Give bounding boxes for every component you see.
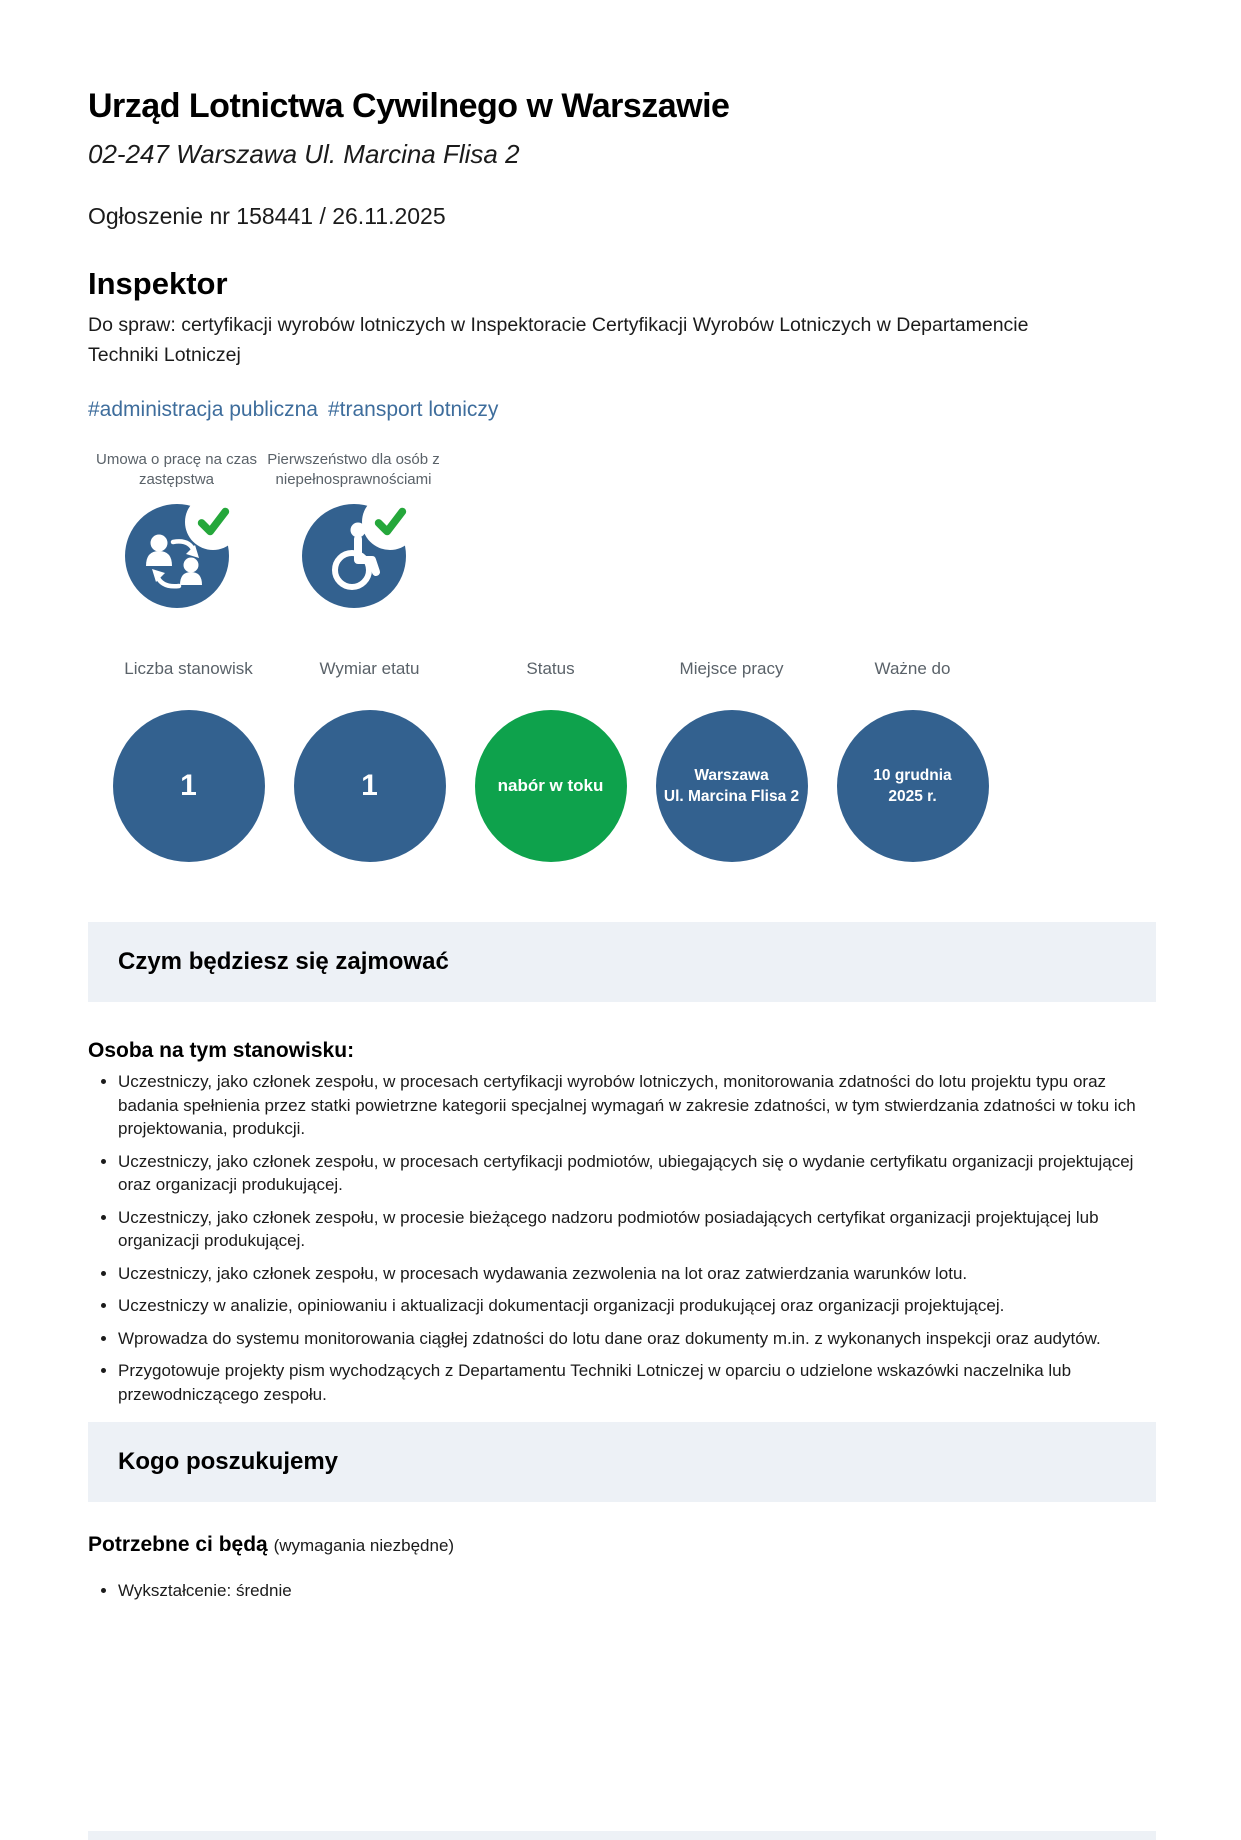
stat-value-line1: 10 grudnia — [873, 767, 952, 784]
list-item: • Wykształcenie: średnie — [118, 1579, 1156, 1603]
badge-row — [88, 450, 1156, 608]
organization-name: Urząd Lotnictwa Cywilnego w Warszawie — [88, 87, 730, 125]
stat-circle — [113, 710, 265, 862]
list-item: • Przygotowuje projekty pism wychodzących z Departamentu Techniki Lotniczej w oparciu o udzielone wskazówki naczelnika lub przewodniczącego zespołu. — [118, 1359, 1156, 1406]
status-badge — [475, 710, 627, 862]
stat-label: Status — [526, 659, 575, 678]
stat-wymiar-etatu — [279, 658, 460, 862]
list-item: • Uczestniczy w analizie, opiniowaniu i aktualizacji dokumentacji organizacji produkującej oraz organizacji projektującej. — [118, 1294, 1156, 1318]
stat-status — [460, 658, 641, 862]
section-title: Czym będziesz się zajmować — [118, 948, 449, 975]
announcement-number: Ogłoszenie nr 158441 / 26.11.2025 — [88, 203, 446, 229]
section-title: Kogo poszukujemy — [118, 1448, 339, 1475]
requirements-list — [88, 1579, 1156, 1603]
stat-wazne-do — [822, 658, 1003, 862]
stat-value-line1: Warszawa — [694, 767, 769, 784]
list-item: • Uczestniczy, jako członek zespołu, w procesach wydawania zezwolenia na lot oraz zatwierdzania warunków lotu. — [118, 1262, 1156, 1286]
checkmark-icon — [185, 494, 241, 550]
checkmark-icon — [362, 494, 418, 550]
stat-value: 1 — [361, 769, 378, 802]
list-item: • Uczestniczy, jako członek zespołu, w procesach certyfikacji wyrobów lotniczych, monitorowania zdatności do lotu projektu typu oraz badania spełnienia przez statki powietrzne kategorii specjalnej wymagań w zakresie zdatności, w tym stwierdzania zdatności w toku ich projektowania, produkcji. — [118, 1070, 1156, 1141]
stat-row — [98, 658, 1156, 862]
section-header-requirements — [88, 1422, 1156, 1502]
stat-circle — [837, 710, 989, 862]
badge-contract-type — [88, 450, 265, 608]
stat-circle — [294, 710, 446, 862]
badge-disability-priority — [265, 450, 442, 608]
stat-liczba-stanowisk — [98, 658, 279, 862]
stat-label: Ważne do — [874, 659, 951, 678]
job-subtitle: Do spraw: certyfikacji wyrobów lotniczych w Inspektoracie Certyfikacji Wyrobów Lotniczych w Departamencie Techniki Lotniczej — [88, 314, 1029, 366]
stat-label: Liczba stanowisk — [124, 659, 253, 678]
duties-list — [88, 1070, 1156, 1406]
stat-label: Wymiar etatu — [319, 659, 420, 678]
organization-address: 02-247 Warszawa Ul. Marcina Flisa 2 — [88, 139, 520, 169]
stat-miejsce-pracy — [641, 658, 822, 862]
list-item: • Uczestniczy, jako członek zespołu, w procesach certyfikacji podmiotów, ubiegających się o wydanie certyfikatu organizacji projektującej oraz organizacji produkującej. — [118, 1150, 1156, 1197]
requirements-heading-note: (wymagania niezbędne) — [273, 1536, 455, 1555]
list-item: • Uczestniczy, jako członek zespołu, w procesie bieżącego nadzoru podmiotów posiadających certyfikat organizacji projektującej lub organizacji produkującej. — [118, 1206, 1156, 1253]
stat-circle — [656, 710, 808, 862]
hashtag-link[interactable]: #administracja publiczna — [88, 398, 318, 421]
job-posting-page — [0, 86, 1241, 1840]
stat-value-line2: 2025 r. — [888, 788, 937, 805]
stat-label: Miejsce pracy — [679, 659, 784, 678]
hashtag-link[interactable]: #transport lotniczy — [327, 398, 499, 421]
hashtags — [88, 396, 1156, 424]
section-header-duties — [88, 922, 1156, 1002]
job-title: Inspektor — [88, 266, 228, 301]
list-item: • Wprowadza do systemu monitorowania ciągłej zdatności do lotu dane oraz dokumenty m.in. z wykonanych inspekcji oraz audytów. — [118, 1327, 1156, 1351]
requirements-heading-bold: Potrzebne ci będą — [88, 1533, 268, 1556]
duties-list-heading: Osoba na tym stanowisku: — [88, 1039, 355, 1062]
badge-label: Pierwszeństwo dla osób z niepełnosprawnościami — [267, 451, 440, 488]
requirements-heading — [88, 1532, 1156, 1559]
stat-value-line2: Ul. Marcina Flisa 2 — [663, 788, 800, 805]
next-section-band-partial — [88, 1831, 1156, 1840]
stat-value: nabór w toku — [497, 776, 604, 795]
stat-value: 1 — [180, 769, 197, 802]
badge-label: Umowa o pracę na czas zastępstwa — [96, 451, 257, 488]
